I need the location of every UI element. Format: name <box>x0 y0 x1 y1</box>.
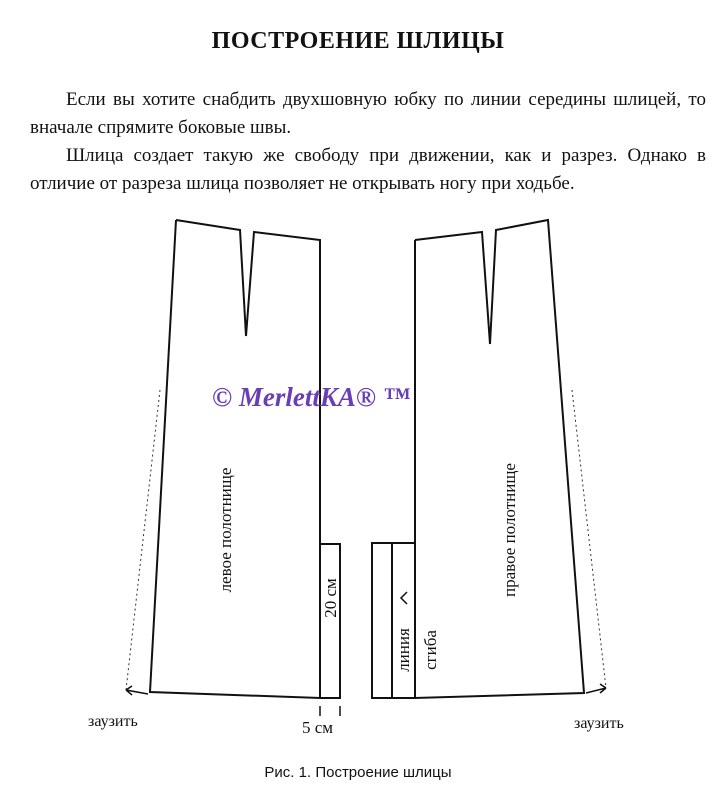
slit-height-label: 20 см <box>321 578 340 618</box>
paragraph-1: Если вы хотите снабдить двухшовную юбку по линии середины шлицей, то вначале спрямите боковые швы. <box>30 89 706 138</box>
left-slit-extension <box>320 544 340 698</box>
fold-line-label-2: сгиба <box>421 630 440 670</box>
right-panel-label: правое полотнище <box>500 463 519 597</box>
taper-left-label: заузить <box>88 713 138 730</box>
fold-line-label-1: линия <box>394 628 413 672</box>
figure-caption: Рис. 1. Построение шлицы <box>264 764 452 781</box>
page-title: ПОСТРОЕНИЕ ШЛИЦЫ <box>211 28 505 54</box>
slit-width-label: 5 см <box>302 718 334 737</box>
watermark: © MerlettKA® ™ <box>212 382 410 412</box>
left-panel-label: левое полотнище <box>216 467 235 593</box>
left-taper-line <box>126 390 160 690</box>
taper-right-label: заузить <box>574 715 624 732</box>
width-dimension <box>320 706 340 716</box>
right-taper-line <box>572 390 606 688</box>
fold-mark <box>401 592 407 604</box>
intro-text <box>30 86 706 198</box>
right-panel-outline <box>415 220 584 698</box>
pattern-drawing <box>0 200 716 800</box>
right-slit-extension <box>372 543 415 698</box>
left-panel-outline <box>150 220 320 698</box>
left-taper-arrow <box>126 686 148 695</box>
slit-construction-figure <box>0 200 716 800</box>
paragraph-2: Шлица создает такую же свободу при движении, как и разрез. Однако в отличие от разреза шлица позволяет не открывать ногу при ходьбе. <box>30 145 706 194</box>
right-taper-arrow <box>586 684 606 693</box>
